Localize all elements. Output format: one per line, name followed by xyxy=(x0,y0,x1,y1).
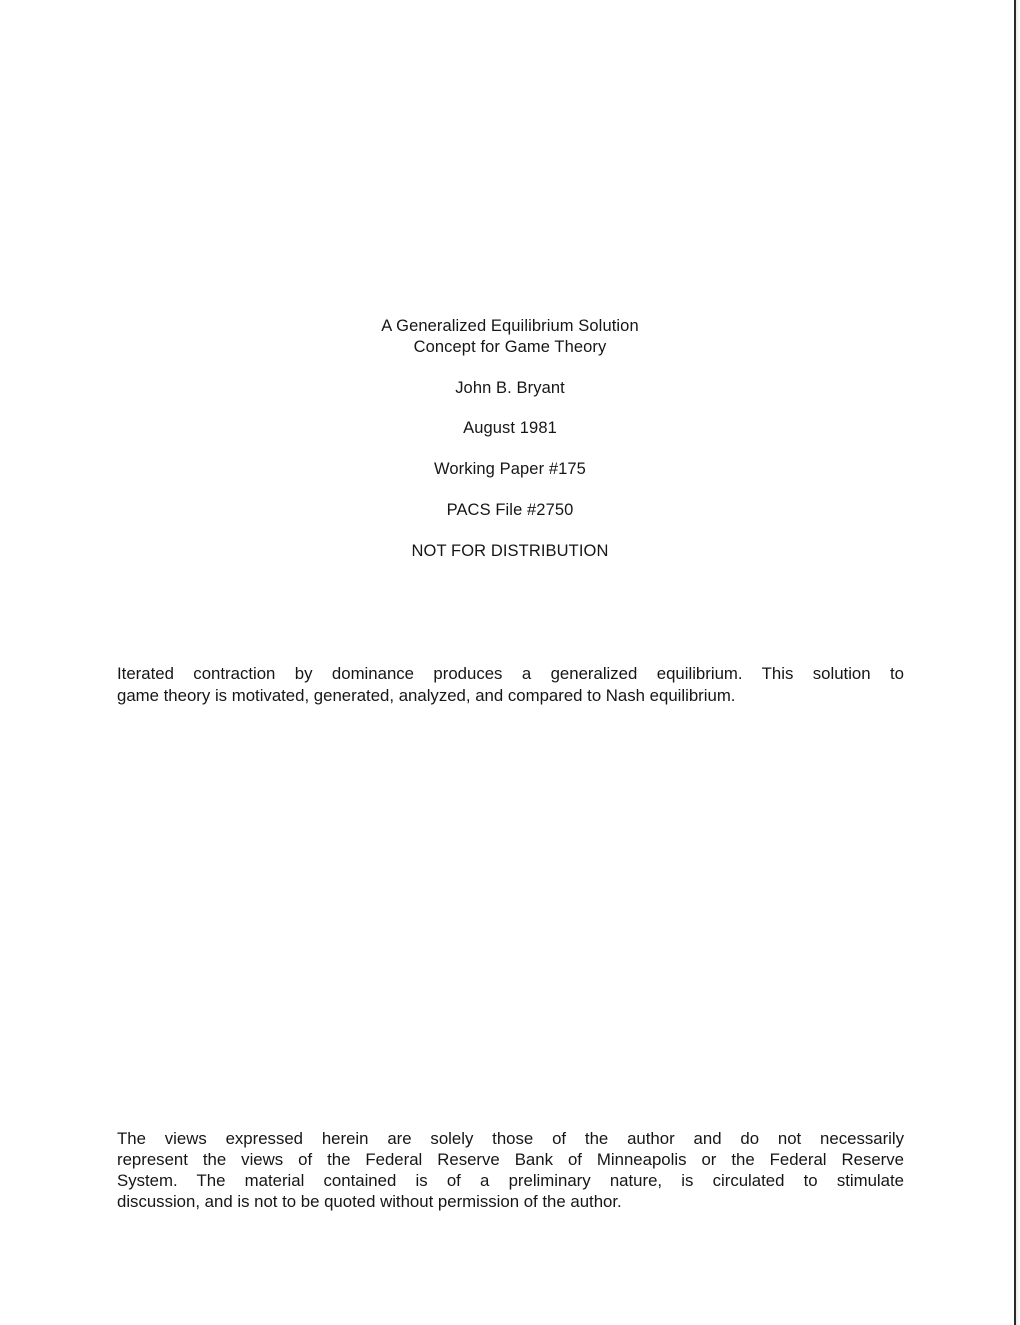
title-line-1: A Generalized Equilibrium Solution xyxy=(381,317,639,335)
publication-date: August 1981 xyxy=(463,419,557,437)
title-line-2: Concept for Game Theory xyxy=(413,338,607,356)
author-name: John B. Bryant xyxy=(455,379,565,397)
disclaimer-line: The views expressed herein are solely those of the author and do not necessarily xyxy=(117,1129,904,1148)
abstract-line: game theory is motivated, generated, analyzed, and compared to Nash equilibrium. xyxy=(117,686,736,705)
abstract xyxy=(117,663,904,707)
disclaimer-line: System. The material contained is of a preliminary nature, is circulated to stimulate xyxy=(117,1171,904,1190)
working-paper-number: Working Paper #175 xyxy=(434,460,586,478)
abstract-line: Iterated contraction by dominance produces a generalized equilibrium. This solution to xyxy=(117,664,904,683)
disclaimer xyxy=(117,1128,904,1212)
scan-edge-line xyxy=(1014,0,1016,1325)
disclaimer-line: represent the views of the Federal Reserve Bank of Minneapolis or the Federal Reserve xyxy=(117,1150,904,1169)
distribution-notice: NOT FOR DISTRIBUTION xyxy=(411,542,609,560)
pacs-file-number: PACS File #2750 xyxy=(446,501,574,519)
scan-edge-shadow xyxy=(1016,0,1020,1325)
disclaimer-line: discussion, and is not to be quoted without permission of the author. xyxy=(117,1192,622,1211)
